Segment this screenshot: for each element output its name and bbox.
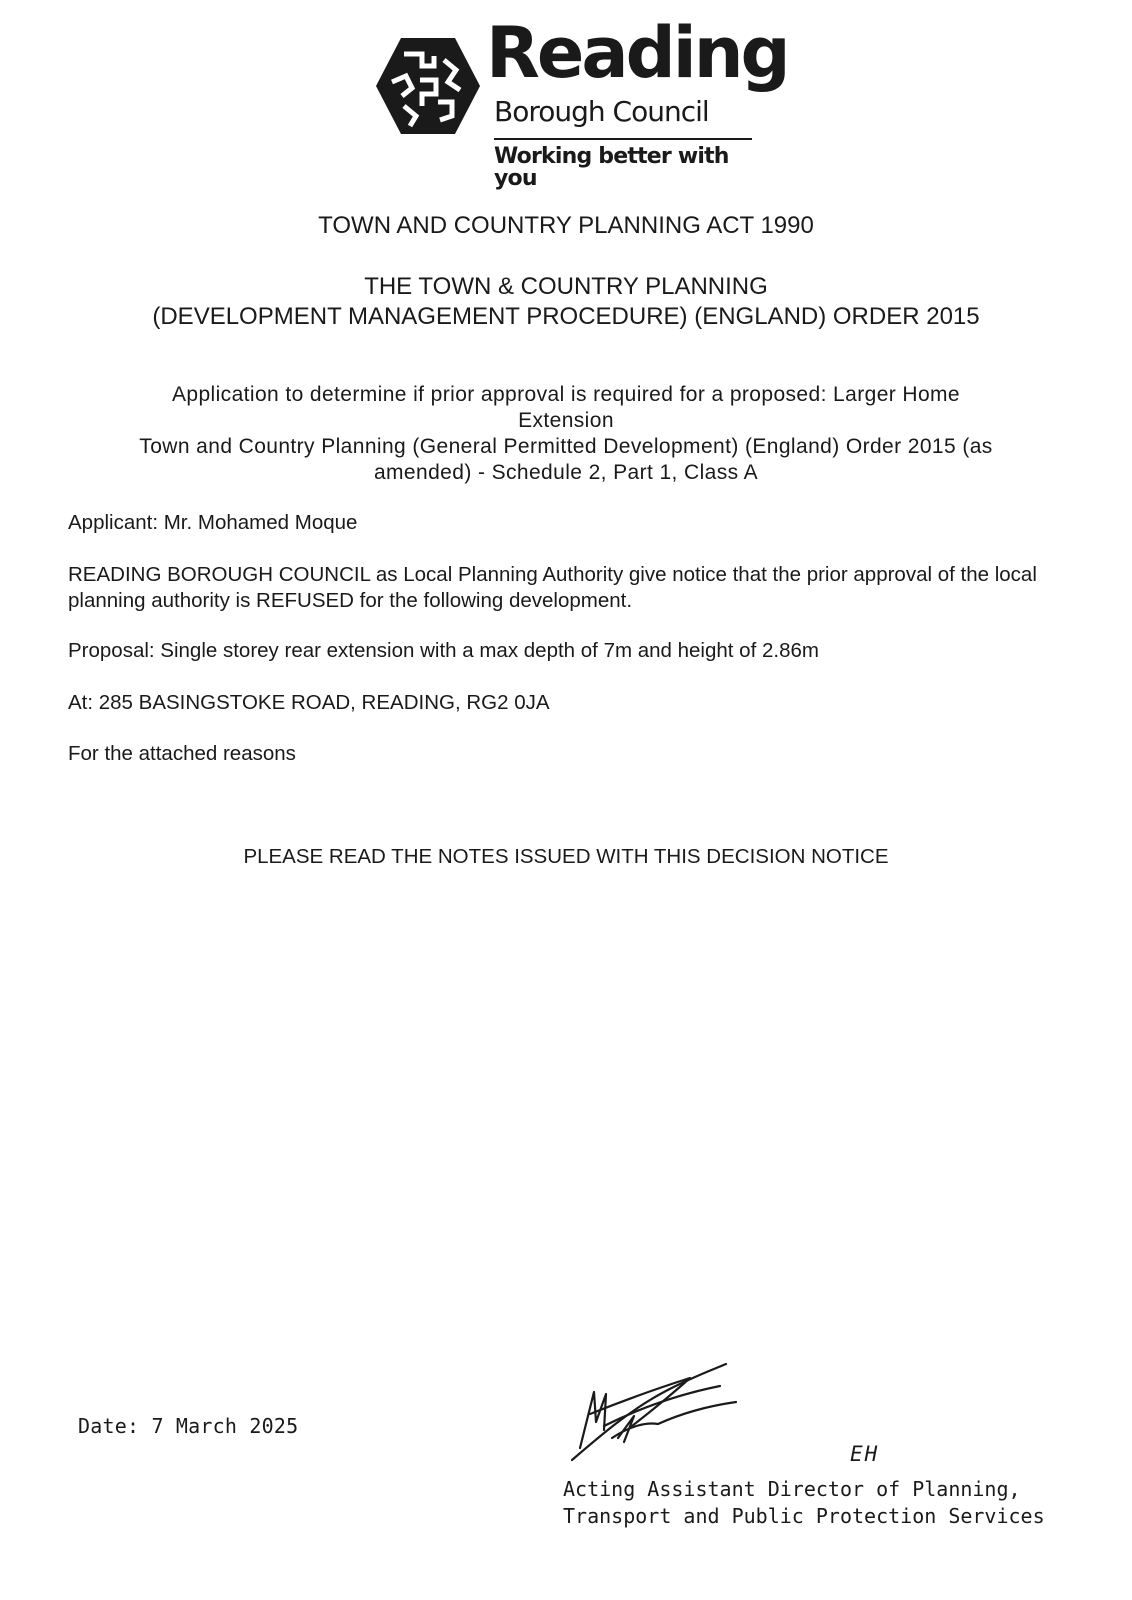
application-line-1: Application to determine if prior approval is required for a proposed: Larger Home [171, 383, 961, 406]
applicant-line: Applicant: Mr. Mohamed Moque [68, 511, 358, 534]
signature-image [560, 1356, 750, 1476]
logo-divider [494, 138, 752, 140]
signatory-title [563, 1476, 1045, 1530]
logo-tagline: Working better with you [494, 144, 729, 191]
act-title: TOWN AND COUNTRY PLANNING ACT 1990 [318, 212, 814, 239]
logo-subtitle: Borough Council [494, 95, 709, 128]
application-line-4: amended) - Schedule 2, Part 1, Class A [373, 461, 759, 484]
refusal-notice: READING BOROUGH COUNCIL as Local Planning Authority give notice that the prior approval of the local planning authority is REFUSED for the following development. [68, 563, 1037, 612]
application-description [60, 382, 1072, 486]
notes-instruction: PLEASE READ THE NOTES ISSUED WITH THIS DECISION NOTICE [243, 845, 889, 868]
signatory-title-line-2: Transport and Public Protection Services [563, 1504, 1045, 1528]
order-title-line-2: (DEVELOPMENT MANAGEMENT PROCEDURE) (ENGLAND) ORDER 2015 [152, 303, 980, 330]
order-title-line-1: THE TOWN & COUNTRY PLANNING [364, 273, 768, 300]
order-title [60, 272, 1072, 332]
application-line-3: Town and Country Planning (General Permitted Development) (England) Order 2015 (as [139, 435, 993, 458]
signatory-initials: EH [850, 1442, 880, 1466]
reasons-line: For the attached reasons [68, 742, 296, 765]
logo-wordmark: Reading [486, 12, 788, 94]
signatory-title-line-1: Acting Assistant Director of Planning, [563, 1477, 1021, 1501]
application-line-2: Extension [518, 409, 614, 432]
decision-date: Date: 7 March 2025 [78, 1414, 299, 1438]
site-address: At: 285 BASINGSTOKE ROAD, READING, RG2 0JA [68, 691, 550, 714]
council-logo [374, 12, 788, 191]
hexagon-logo-icon [374, 36, 482, 136]
proposal-line: Proposal: Single storey rear extension with a max depth of 7m and height of 2.86m [68, 639, 819, 662]
